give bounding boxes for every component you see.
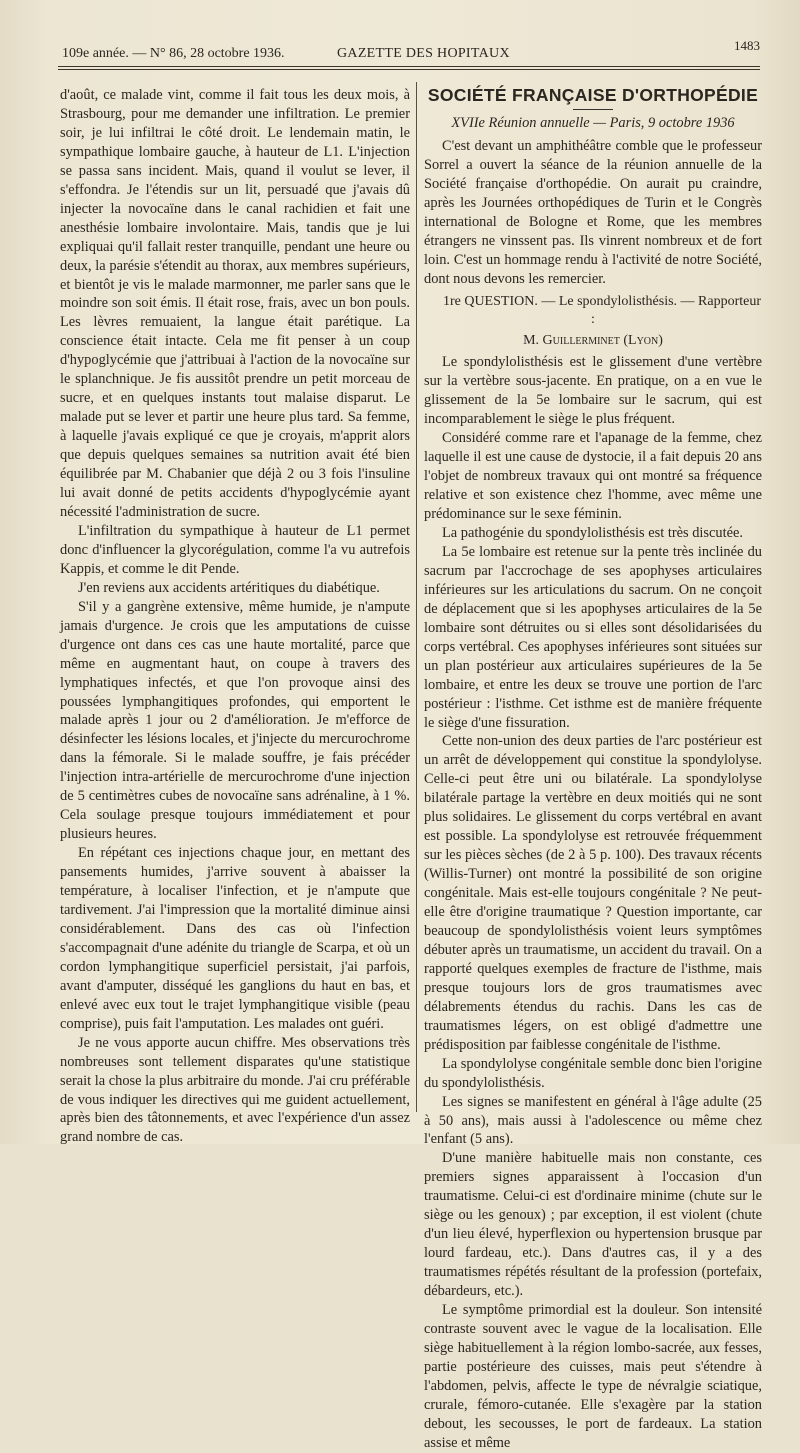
paragraph: D'une manière habituelle mais non constante, ces premiers signes apparaissent à l'occasion d'un traumatisme. Celui-ci est d'ordinaire minime (chute sur le siège ou les genoux) ; par exception, il est violent (chute d'un lieu élevé, hyperflexion ou hypertension brusque par lourd fardeau, etc.). Dans d'autres cas, il y a des traumatismes répétés résultant de la profession (portefaix, débardeurs, etc.). [424,1150,762,1300]
paragraph: Les signes se manifestent en général à l'âge adulte (25 à 50 ans), mais aussi à l'adolescence ou même chez l'enfant (5 ans). [424,1093,762,1148]
page-number: 1483 [734,38,760,53]
paragraph: Considéré comme rare et l'apanage de la femme, chez laquelle il est une cause de dystocie, il a fait depuis 20 ans l'objet de nombreux travaux qui ont montré sa fréquence relative et son existence chez l'homme, avec même une prédominance sur le sexe féminin. [424,430,762,523]
header-rule [58,66,760,67]
page-header [62,38,760,64]
journal-title: GAZETTE DES HOPITAUX [337,46,510,61]
paragraph: La spondylolyse congénitale semble donc bien l'origine du spondylolisthésis. [424,1055,762,1091]
issue-line: 109e année. — N° 86, 28 octobre 1936. [62,46,285,61]
paragraph: S'il y a gangrène extensive, même humide, je n'ampute jamais d'urgence. Je crois que les amputations de cuisse d'urgence ont dans ces cas une haute mortalité, parce que même en augmentant haut, on coupe à travers des lymphatiques infectés, et que l'on provoque ainsi des poussées lymphangitiques profondes, qui emportent le malade après 1 jour ou 2 d'amélioration. Je m'efforce de désinfecter les lésions locales, et j'injecte du mercurochrome dans la fémorale. Si le malade souffre, je fais précéder l'injection intra-artérielle de mercurochrome d'une injection de 5 centimètres cubes de novocaïne sans adrénaline, à 1 %. Cela soulage presque toujours immédiatement et pour plusieurs heures. [60,598,410,843]
right-column [424,86,762,1453]
paragraph: Le symptôme primordial est la douleur. Son intensité contraste souvent avec le vague de la localisation. Elle siège habituellement à la région lombo-sacrée, aux fesses, partie postérieure des cuisses, mais peut s'étendre à l'abdomen, pelvis, affecte le type de névralgie sciatique, crurale, fémoro-cutanée. Elle s'exagère par la station debout, les secousses, le port de fardeaux. La station assise et même [424,1302,762,1451]
section-subtitle: XVIIe Réunion annuelle — Paris, 9 octobre 1936 [451,114,735,131]
section-title: SOCIÉTÉ FRANÇAISE D'ORTHOPÉDIE [427,85,759,105]
paragraph: La 5e lombaire est retenue sur la pente très inclinée du sacrum par l'accrochage de ses apophyses articulaires inférieures sur les articulations du sacrum. On ne conçoit de déplacement que si les apophyses articulaires de la 5e lombaire sont détruites ou si elles sont désolidarisées du corps vertébral. Ces apophyses inférieures sont situées sur un plan postérieur aux articulaires supérieures de la 5e lombaire, et entre les deux se trouve une portion de l'arc postérieur : l'isthme. Cet isthme est de manière fréquente le siège d'une fissuration. [424,543,762,731]
intro-paragraph: C'est devant un amphithéâtre comble que le professeur Sorrel a ouvert la séance de la réunion annuelle de la Société française d'orthopédie. On aurait pu craindre, après les Journées orthopédiques de Turin et le Congrès international de Bologne et Rome, que les membres étrangers ne vinssent pas. Ils vinrent nombreux et de fort loin. C'est un hommage rendu à l'activité de notre Société, dont nous devons les remercier. [424,137,762,287]
rapporteur-name: M. Guillerminet (Lyon) [523,333,663,349]
question-heading: 1re QUESTION. — Le spondylolisthésis. — Rapporteur : [442,293,762,328]
paragraph: Je ne vous apporte aucun chiffre. Mes observations très nombreuses sont tellement disparates qu'une statistique serait la chose la plus arbitraire du monde. J'ai cru préférable de vous indiquer les directives qui me guident actuellement, après bien des tâtonnements, et avec l'expérience d'un assez grand nombre de cas. [60,1034,410,1146]
paragraph: Cette non-union des deux parties de l'arc postérieur est un arrêt de développement qui constitue la spondylolyse. Celle-ci peut être uni ou bilatérale. La spondylolyse bilatérale partage la vertèbre en deux moitiés qui ne sont plus solidaires. Le glissement du corps vertébral en avant est possible. La spondylolyse est retrouvée fréquemment sur les pièces sèches (de 2 à 5 p. 100). Des travaux récents (Willis-Turner) ont montré la possibilité de son origine congénitale. Mais est-elle toujours congénitale ? Ne peut-elle être d'origine traumatique ? Question importante, car beaucoup de spondylolisthésis voient leurs symptômes débuter après un traumatisme, un accident du travail. On a rapporté quelques exemples de fracture de l'isthme, mais presque toujours lors de gros traumatismes avec délabrements étendus du rachis. Dans les cas de traumatismes légers, on est obligé d'admettre une prédisposition par faiblesse congénitale de l'isthme. [424,733,762,1053]
paragraph: J'en reviens aux accidents artéritiques du diabétique. [78,579,380,596]
paragraph: Le spondylolisthésis est le glissement d'une vertèbre sur la vertèbre sous-jacente. En pratique, on a en vue le glissement de la 5e lombaire sur le sacrum, qui est incomparablement le siège le plus fréquent. [424,354,762,428]
column-divider [416,82,417,1112]
paragraph: L'infiltration du sympathique à hauteur de L1 permet donc d'influencer la glycorégulation, comme l'a vu autrefois Kappis, et comme le dit Pende. [60,522,410,577]
left-column [60,86,410,1147]
title-rule [573,109,613,110]
header-rule-double [58,69,760,70]
paragraph: d'août, ce malade vint, comme il fait tous les deux mois, à Strasbourg, pour me demander une infiltration. Le premier soir, je lui infiltrai le côté droit. Le lendemain matin, le sympathique lombaire gauche, à hauteur de L1. L'injection se passa sans incident. Mais, quand il voulut se lever, il s'effondra. Je l'étendis sur un lit, persuadé que j'avais dû injecter la novocaïne dans le canal rachidien et fait une anesthésie lombaire involontaire. Mais, tandis que je lui expliquai qu'il fallait rester tranquille, pendant une heure ou deux, la parésie s'étendit au thorax, aux membres supérieurs, et bientôt je vis le malade marmonner, me parler sans que le moindre son soit émis. Il était rose, frais, avec un bon pouls. Les lèvres remuaient, la langue était parétique. La conscience était intacte. Cela me fit penser à un coup d'hypoglycémie que j'attribuai à l'action de la novocaïne sur le splanchnique. Je fis aussitôt prendre un petit morceau de sucre, et en quelques instants tout malaise disparut. Le malade put se lever et partir une heure plus tard. Sa femme, à laquelle j'avais expliqué ce que je croyais, m'apprit alors que depuis quelques semaines sa nutrition avait été bien équilibrée par M. Chabanier que déjà 2 ou 3 fois l'insuline lui avait donné de petits accidents d'hypoglycémie ayant nécessité l'administration de sucre. [60,87,410,520]
paragraph: En répétant ces injections chaque jour, en mettant des pansements humides, j'arrive souvent à abaisser la température, à localiser l'infection, et je n'ampute que tardivement. J'ai l'impression que la mortalité diminue ainsi considérablement. Dans des cas où l'infection s'accompagnait d'une adénite du triangle de Scarpa, et où un cordon lymphangitique superficiel persistait, j'ai parfois, avant d'amputer, disséqué les ganglions du haut en bas, et enlevé avec eux tout le trajet lymphangitique visible (peau comprise), puis fait l'amputation. Les malades ont guéri. [60,845,410,1032]
paragraph: La pathogénie du spondylolisthésis est très discutée. [442,524,743,541]
